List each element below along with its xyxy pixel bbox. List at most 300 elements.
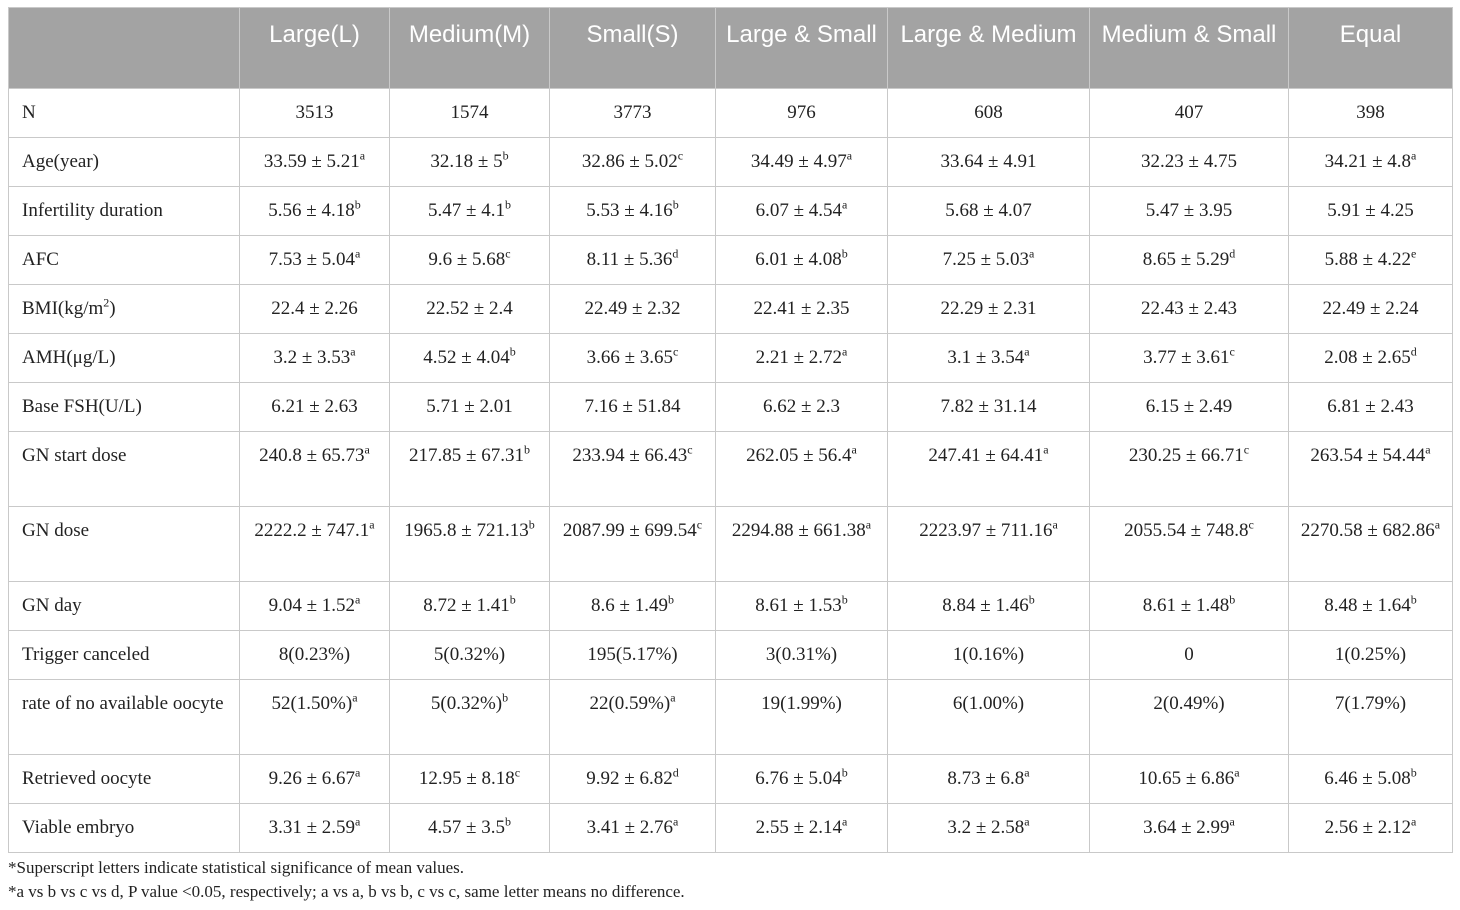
table-cell (716, 187, 888, 236)
significance-superscript: b (509, 592, 516, 607)
cell-value: 3.2 ± 2.58 (947, 817, 1025, 838)
table-cell (1289, 582, 1453, 631)
significance-superscript: d (672, 246, 679, 261)
table-cell (716, 582, 888, 631)
significance-superscript: a (865, 517, 872, 532)
significance-superscript: e (1411, 246, 1417, 261)
header-cell-medium: Medium(M) (390, 8, 550, 89)
cell-value: 5.68 ± 4.07 (945, 200, 1032, 221)
table-cell (240, 680, 390, 755)
table-cell (716, 631, 888, 680)
row-label (9, 507, 240, 582)
header-cell-equal: Equal (1289, 8, 1453, 89)
cell-value: 6.62 ± 2.3 (763, 396, 840, 417)
significance-superscript: b (841, 246, 848, 261)
table-cell (550, 432, 716, 507)
row-label-text: AFC (22, 249, 59, 270)
cell-value: 233.94 ± 66.43 (572, 445, 688, 466)
table-row (9, 236, 1453, 285)
table-cell (1090, 89, 1289, 138)
significance-superscript: b (672, 197, 679, 212)
table-row (9, 804, 1453, 853)
row-label-text: GN day (22, 595, 82, 616)
header-cell-empty (9, 8, 240, 89)
cell-value: 2.56 ± 2.12 (1324, 817, 1412, 838)
table-cell (1289, 507, 1453, 582)
table-cell (240, 507, 390, 582)
cell-value: 3773 (613, 102, 652, 123)
table-cell (1289, 285, 1453, 334)
table-cell (550, 804, 716, 853)
significance-superscript: c (1248, 517, 1254, 532)
significance-superscript: b (523, 442, 530, 457)
significance-superscript: c (505, 246, 511, 261)
cell-value: 2(0.49%) (1153, 693, 1225, 714)
table-cell (390, 582, 550, 631)
cell-value: 263.54 ± 54.44 (1310, 445, 1426, 466)
significance-superscript: a (1434, 517, 1441, 532)
table-cell (716, 285, 888, 334)
cell-value: 8.6 ± 1.49 (591, 595, 668, 616)
cell-value: 3.2 ± 3.53 (273, 347, 351, 368)
significance-superscript: c (673, 344, 679, 359)
significance-superscript: b (502, 690, 509, 705)
cell-value: 9.26 ± 6.67 (268, 768, 356, 789)
significance-superscript: b (1410, 765, 1417, 780)
table-cell (550, 582, 716, 631)
significance-superscript: a (1024, 814, 1030, 829)
significance-superscript: c (514, 765, 521, 780)
table-cell (390, 138, 550, 187)
row-label (9, 89, 240, 138)
significance-superscript: a (1052, 517, 1058, 532)
cell-value: 398 (1356, 102, 1385, 123)
significance-superscript: a (1024, 344, 1030, 359)
significance-superscript: b (502, 148, 509, 163)
table-cell (888, 755, 1090, 804)
table-cell (888, 432, 1090, 507)
table-cell (1289, 755, 1453, 804)
cell-value: 22(0.59%) (589, 693, 671, 714)
significance-superscript: a (355, 592, 361, 607)
cell-value: 22.43 ± 2.43 (1141, 298, 1237, 319)
cell-value: 5.71 ± 2.01 (426, 396, 513, 417)
cell-value: 34.49 ± 4.97 (750, 151, 847, 172)
cell-value: 5.88 ± 4.22 (1324, 249, 1412, 270)
cell-value: 8(0.23%) (278, 644, 351, 665)
table-cell (716, 383, 888, 432)
significance-superscript: b (354, 197, 361, 212)
cell-value: 12.95 ± 8.18 (418, 768, 515, 789)
cell-value: 2223.97 ± 711.16 (919, 520, 1053, 541)
table-cell (888, 582, 1090, 631)
row-label-text: N (22, 102, 36, 123)
row-label-text: rate of no available oocyte (22, 693, 224, 714)
significance-superscript: b (504, 814, 511, 829)
table-cell (716, 755, 888, 804)
header-cell-large: Large(L) (240, 8, 390, 89)
significance-superscript: a (1024, 765, 1030, 780)
cell-value: 407 (1174, 102, 1204, 123)
cell-value: 52(1.50%) (271, 693, 353, 714)
table-cell (240, 631, 390, 680)
cell-value: 7.16 ± 51.84 (584, 396, 681, 417)
comparison-table (8, 7, 1453, 853)
cell-value: 3.31 ± 2.59 (268, 817, 356, 838)
table-cell (1289, 89, 1453, 138)
table-cell (888, 631, 1090, 680)
row-label (9, 285, 240, 334)
table-row (9, 89, 1453, 138)
cell-value: 195(5.17%) (587, 644, 678, 665)
table-cell (1289, 383, 1453, 432)
significance-superscript: c (677, 148, 684, 163)
significance-superscript: a (352, 690, 358, 705)
table-cell (550, 680, 716, 755)
significance-superscript: d (672, 765, 679, 780)
cell-value: 33.64 ± 4.91 (940, 151, 1037, 172)
table-cell (390, 285, 550, 334)
cell-value: 5.47 ± 4.1 (428, 200, 505, 221)
table-cell (550, 236, 716, 285)
cell-value: 8.11 ± 5.36 (586, 249, 673, 270)
row-label-text: GN dose (22, 520, 90, 541)
cell-value: 6.46 ± 5.08 (1324, 768, 1411, 789)
table-cell (716, 680, 888, 755)
cell-value: 32.18 ± 5 (430, 151, 503, 172)
table-cell (550, 755, 716, 804)
cell-value: 7.25 ± 5.03 (942, 249, 1030, 270)
table-cell (1289, 432, 1453, 507)
cell-value: 1(0.16%) (952, 644, 1025, 665)
table-cell (1090, 187, 1289, 236)
table-cell (1289, 804, 1453, 853)
table-cell (1090, 680, 1289, 755)
row-label (9, 187, 240, 236)
table-cell (240, 187, 390, 236)
significance-superscript: b (504, 197, 511, 212)
row-label-text: Base FSH(U/L) (22, 396, 142, 417)
cell-value: 5.47 ± 3.95 (1145, 200, 1233, 221)
significance-superscript: a (842, 814, 848, 829)
table-cell (390, 89, 550, 138)
table-cell (240, 285, 390, 334)
cell-value: 2294.88 ± 661.38 (731, 520, 866, 541)
significance-superscript: a (364, 442, 370, 457)
table-row (9, 582, 1453, 631)
table-body (9, 89, 1453, 853)
cell-value: 0 (1184, 644, 1194, 665)
table-cell (240, 236, 390, 285)
cell-value: 22.41 ± 2.35 (753, 298, 850, 319)
table-row (9, 334, 1453, 383)
cell-value: 7(1.79%) (1334, 693, 1407, 714)
table-cell (390, 680, 550, 755)
table-cell (888, 89, 1090, 138)
cell-value: 8.48 ± 1.64 (1324, 595, 1411, 616)
cell-value: 22.4 ± 2.26 (271, 298, 358, 319)
row-label (9, 804, 240, 853)
table-cell (888, 334, 1090, 383)
cell-value: 7.53 ± 5.04 (268, 249, 356, 270)
table-row (9, 138, 1453, 187)
table-cell (1090, 285, 1289, 334)
cell-value: 22.49 ± 2.32 (584, 298, 681, 319)
cell-value: 6.76 ± 5.04 (755, 768, 842, 789)
row-label-text: Age(year) (22, 151, 100, 172)
table-cell (888, 804, 1090, 853)
significance-superscript: c (1229, 344, 1235, 359)
significance-superscript: b (841, 765, 848, 780)
table-cell (1289, 631, 1453, 680)
table-cell (550, 334, 716, 383)
significance-superscript: a (1234, 765, 1240, 780)
table-cell (1289, 138, 1453, 187)
table-cell (888, 138, 1090, 187)
significance-superscript: b (1229, 592, 1236, 607)
cell-value: 2.21 ± 2.72 (755, 347, 843, 368)
table-cell (390, 383, 550, 432)
significance-superscript: a (851, 442, 857, 457)
header-cell-large-medium: Large & Medium (888, 8, 1090, 89)
table-cell (888, 383, 1090, 432)
cell-value: 5(0.32%) (430, 693, 503, 714)
table-header (9, 8, 1453, 89)
cell-value: 2222.2 ± 747.1 (254, 520, 370, 541)
row-label-superscript: 2 (103, 295, 110, 310)
cell-value: 2.08 ± 2.65 (1324, 347, 1411, 368)
table-cell (550, 187, 716, 236)
cell-value: 22.29 ± 2.31 (940, 298, 1037, 319)
row-label (9, 631, 240, 680)
cell-value: 3(0.31%) (765, 644, 838, 665)
table-cell (550, 507, 716, 582)
table-cell (390, 236, 550, 285)
table-cell (550, 383, 716, 432)
cell-value: 9.6 ± 5.68 (428, 249, 506, 270)
cell-value: 3.41 ± 2.76 (586, 817, 674, 838)
table-cell (716, 138, 888, 187)
table-cell (1090, 507, 1289, 582)
table-cell (240, 432, 390, 507)
row-label-text: Retrieved oocyte (22, 768, 152, 789)
table-cell (390, 507, 550, 582)
table-row (9, 383, 1453, 432)
row-label (9, 383, 240, 432)
cell-value: 8.72 ± 1.41 (423, 595, 510, 616)
significance-superscript: d (1410, 344, 1417, 359)
significance-superscript: a (846, 148, 853, 163)
cell-value: 230.25 ± 66.71 (1128, 445, 1244, 466)
cell-value: 3.77 ± 3.61 (1143, 347, 1230, 368)
table-cell (240, 582, 390, 631)
significance-superscript: a (350, 344, 356, 359)
cell-value: 6(1.00%) (952, 693, 1025, 714)
table-cell (390, 804, 550, 853)
table-cell (888, 507, 1090, 582)
cell-value: 8.61 ± 1.53 (755, 595, 842, 616)
row-label (9, 236, 240, 285)
significance-superscript: a (355, 814, 361, 829)
significance-superscript: a (1229, 814, 1235, 829)
table-cell (390, 187, 550, 236)
cell-value: 7.82 ± 31.14 (940, 396, 1037, 417)
significance-superscript: a (842, 197, 848, 212)
cell-value: 22.52 ± 2.4 (426, 298, 513, 319)
footnote-1: *Superscript letters indicate statistical significance of mean values. (8, 858, 465, 877)
cell-value: 4.52 ± 4.04 (423, 347, 510, 368)
cell-value: 3.66 ± 3.65 (586, 347, 674, 368)
significance-superscript: b (509, 344, 516, 359)
row-label (9, 582, 240, 631)
significance-superscript: a (1425, 442, 1431, 457)
significance-superscript: a (842, 344, 848, 359)
cell-value: 3513 (295, 102, 334, 123)
cell-value: 608 (974, 102, 1003, 123)
table-cell (1090, 236, 1289, 285)
table-cell (240, 334, 390, 383)
cell-value: 262.05 ± 56.4 (746, 445, 852, 466)
significance-superscript: a (355, 765, 361, 780)
footnote-2: *a vs b vs c vs d, P value <0.05, respectively; a vs a, b vs b, c vs c, same letter means no difference. (8, 882, 685, 901)
table-cell (716, 507, 888, 582)
table-cell (716, 89, 888, 138)
cell-value: 976 (787, 102, 816, 123)
cell-value: 6.21 ± 2.63 (271, 396, 358, 417)
table-cell (240, 755, 390, 804)
cell-value: 2087.99 ± 699.54 (562, 520, 697, 541)
table-cell (550, 89, 716, 138)
cell-value: 6.81 ± 2.43 (1327, 396, 1414, 417)
cell-value: 1574 (450, 102, 489, 123)
cell-value: 240.8 ± 65.73 (259, 445, 365, 466)
significance-superscript: a (355, 246, 361, 261)
row-label-suffix: ) (109, 298, 116, 319)
table-cell (1289, 334, 1453, 383)
table-cell (1289, 236, 1453, 285)
table-cell (240, 804, 390, 853)
table-cell (390, 755, 550, 804)
cell-value: 34.21 ± 4.8 (1324, 151, 1412, 172)
table-row (9, 680, 1453, 755)
table-cell (550, 631, 716, 680)
table-row (9, 755, 1453, 804)
cell-value: 4.57 ± 3.5 (428, 817, 505, 838)
row-label-text: Trigger canceled (22, 644, 150, 665)
row-label (9, 334, 240, 383)
table-cell (1090, 432, 1289, 507)
table-cell (390, 631, 550, 680)
table-cell (390, 334, 550, 383)
table-cell (716, 334, 888, 383)
table-cell (390, 432, 550, 507)
table-cell (1090, 582, 1289, 631)
table-cell (888, 236, 1090, 285)
table-cell (240, 89, 390, 138)
header-cell-small: Small(S) (550, 8, 716, 89)
table-cell (716, 432, 888, 507)
table-cell (240, 138, 390, 187)
cell-value: 1965.8 ± 721.13 (404, 520, 529, 541)
cell-value: 2055.54 ± 748.8 (1124, 520, 1249, 541)
cell-value: 8.84 ± 1.46 (942, 595, 1029, 616)
significance-superscript: d (1229, 246, 1236, 261)
significance-superscript: a (673, 814, 679, 829)
table-cell (550, 285, 716, 334)
row-label-text: Infertility duration (22, 200, 163, 221)
significance-superscript: a (1029, 246, 1035, 261)
row-label-text: GN start dose (22, 445, 127, 466)
table-cell (1090, 138, 1289, 187)
cell-value: 10.65 ± 6.86 (1138, 768, 1235, 789)
table-cell (888, 680, 1090, 755)
row-label (9, 432, 240, 507)
table-cell (1090, 383, 1289, 432)
row-label-text: AMH(μg/L) (22, 347, 116, 368)
cell-value: 5.56 ± 4.18 (268, 200, 355, 221)
significance-superscript: a (359, 148, 366, 163)
table-cell (1090, 804, 1289, 853)
significance-superscript: a (1411, 148, 1417, 163)
cell-value: 1(0.25%) (1334, 644, 1407, 665)
significance-superscript: a (1043, 442, 1049, 457)
table-cell (240, 383, 390, 432)
cell-value: 2.55 ± 2.14 (755, 817, 843, 838)
significance-superscript: b (528, 517, 535, 532)
table-cell (716, 236, 888, 285)
table-cell (1090, 334, 1289, 383)
cell-value: 5(0.32%) (433, 644, 506, 665)
table-cell (716, 804, 888, 853)
cell-value: 6.01 ± 4.08 (755, 249, 842, 270)
header-cell-medium-small: Medium & Small (1090, 8, 1289, 89)
cell-value: 217.85 ± 67.31 (409, 445, 524, 466)
cell-value: 6.07 ± 4.54 (755, 200, 843, 221)
table-cell (888, 187, 1090, 236)
significance-superscript: b (1410, 592, 1417, 607)
significance-superscript: a (1411, 814, 1417, 829)
table-cell (550, 138, 716, 187)
cell-value: 22.49 ± 2.24 (1322, 298, 1419, 319)
table-row (9, 187, 1453, 236)
cell-value: 32.86 ± 5.02 (581, 151, 678, 172)
row-label (9, 680, 240, 755)
cell-value: 33.59 ± 5.21 (263, 151, 360, 172)
significance-superscript: c (687, 442, 693, 457)
cell-value: 3.64 ± 2.99 (1143, 817, 1230, 838)
cell-value: 19(1.99%) (761, 693, 842, 714)
cell-value: 3.1 ± 3.54 (947, 347, 1025, 368)
cell-value: 6.15 ± 2.49 (1145, 396, 1233, 417)
cell-value: 9.04 ± 1.52 (268, 595, 356, 616)
table-cell (888, 285, 1090, 334)
row-label (9, 755, 240, 804)
cell-value: 32.23 ± 4.75 (1141, 151, 1237, 172)
cell-value: 247.41 ± 64.41 (928, 445, 1044, 466)
cell-value: 8.65 ± 5.29 (1142, 249, 1230, 270)
header-cell-large-small: Large & Small (716, 8, 888, 89)
significance-superscript: a (369, 517, 375, 532)
row-label-text: BMI(kg/m (22, 298, 104, 319)
table-cell (1289, 680, 1453, 755)
significance-superscript: b (667, 592, 674, 607)
table-row (9, 432, 1453, 507)
table-row (9, 631, 1453, 680)
cell-value: 9.92 ± 6.82 (586, 768, 673, 789)
cell-value: 8.73 ± 6.8 (947, 768, 1025, 789)
cell-value: 2270.58 ± 682.86 (1300, 520, 1435, 541)
significance-superscript: a (670, 690, 676, 705)
